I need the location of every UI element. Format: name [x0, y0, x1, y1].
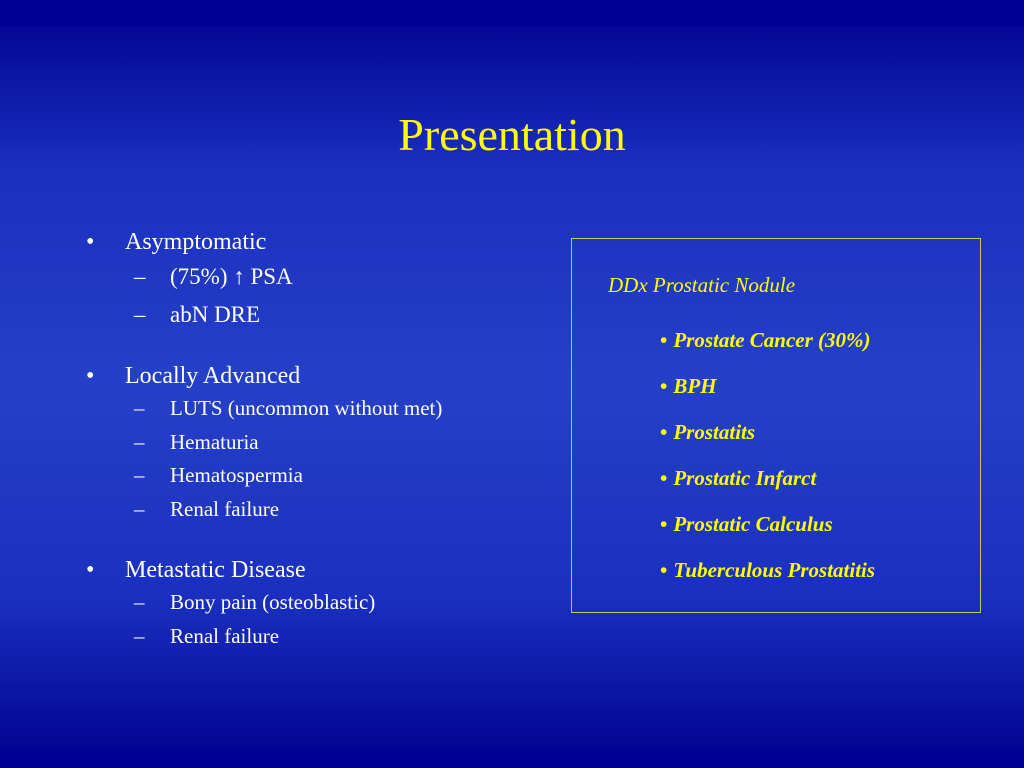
list-item-text: Hematospermia — [170, 463, 303, 487]
group-heading — [86, 360, 546, 392]
list-item — [134, 426, 546, 460]
ddx-item-text: Prostatic Infarct — [673, 466, 817, 490]
presentation-list — [86, 226, 546, 675]
group-heading — [86, 226, 546, 258]
ddx-item-text: Tuberculous Prostatitis — [673, 558, 876, 582]
bullet-icon: • — [660, 512, 668, 536]
list-item-text: Bony pain (osteoblastic) — [170, 590, 376, 614]
ddx-item-text: Prostatic Calculus — [673, 512, 833, 536]
group-heading — [86, 554, 546, 586]
list-item-text: Renal failure — [170, 623, 280, 648]
group-asymptomatic — [86, 226, 546, 334]
bullet-icon: • — [86, 557, 95, 583]
list-item — [134, 459, 546, 493]
dash-icon: – — [134, 496, 145, 521]
ddx-box — [571, 238, 981, 613]
group-locally-advanced — [86, 360, 546, 526]
bullet-icon: • — [660, 558, 668, 582]
list-item — [134, 586, 546, 620]
list-item-text: (75%) ↑ PSA — [170, 264, 293, 289]
list-item-text: Renal failure — [170, 496, 280, 521]
ddx-item — [660, 409, 875, 455]
ddx-item-text: Prostatits — [673, 420, 756, 444]
list-item — [134, 493, 546, 527]
list-item — [134, 296, 546, 334]
dash-icon: – — [134, 463, 145, 487]
ddx-item — [660, 455, 875, 501]
bullet-icon: • — [660, 374, 668, 398]
slide-title: Presentation — [398, 109, 626, 160]
ddx-item — [660, 317, 875, 363]
bullet-icon: • — [86, 363, 95, 389]
ddx-item — [660, 501, 875, 547]
ddx-list — [660, 317, 875, 593]
list-item-text: Hematuria — [170, 429, 259, 454]
list-item — [134, 258, 546, 296]
bullet-icon: • — [660, 466, 668, 490]
dash-icon: – — [134, 396, 145, 420]
dash-icon: – — [134, 264, 146, 289]
group-heading-text: Locally Advanced — [125, 363, 301, 389]
ddx-item-text: BPH — [673, 374, 717, 398]
dash-icon: – — [134, 590, 145, 614]
list-item — [134, 392, 546, 426]
group-heading-text: Metastatic Disease — [125, 557, 306, 583]
bullet-icon: • — [660, 328, 668, 352]
sub-list — [86, 586, 546, 653]
sub-list — [86, 392, 546, 526]
list-item — [134, 620, 546, 654]
bullet-icon: • — [660, 420, 668, 444]
bullet-icon: • — [86, 229, 95, 255]
group-heading-text: Asymptomatic — [125, 229, 267, 255]
list-item-text: LUTS (uncommon without met) — [170, 396, 443, 420]
dash-icon: – — [134, 429, 145, 454]
top-band — [0, 0, 1024, 26]
dash-icon: – — [134, 623, 145, 648]
bottom-band — [0, 750, 1024, 768]
dash-icon: – — [134, 302, 146, 327]
ddx-item — [660, 547, 875, 593]
list-item-text: abN DRE — [170, 302, 261, 327]
group-metastatic-disease — [86, 554, 546, 653]
sub-list — [86, 258, 546, 334]
ddx-item-text: Prostate Cancer (30%) — [673, 328, 871, 352]
ddx-item — [660, 363, 875, 409]
ddx-title: DDx Prostatic Nodule — [608, 273, 796, 297]
